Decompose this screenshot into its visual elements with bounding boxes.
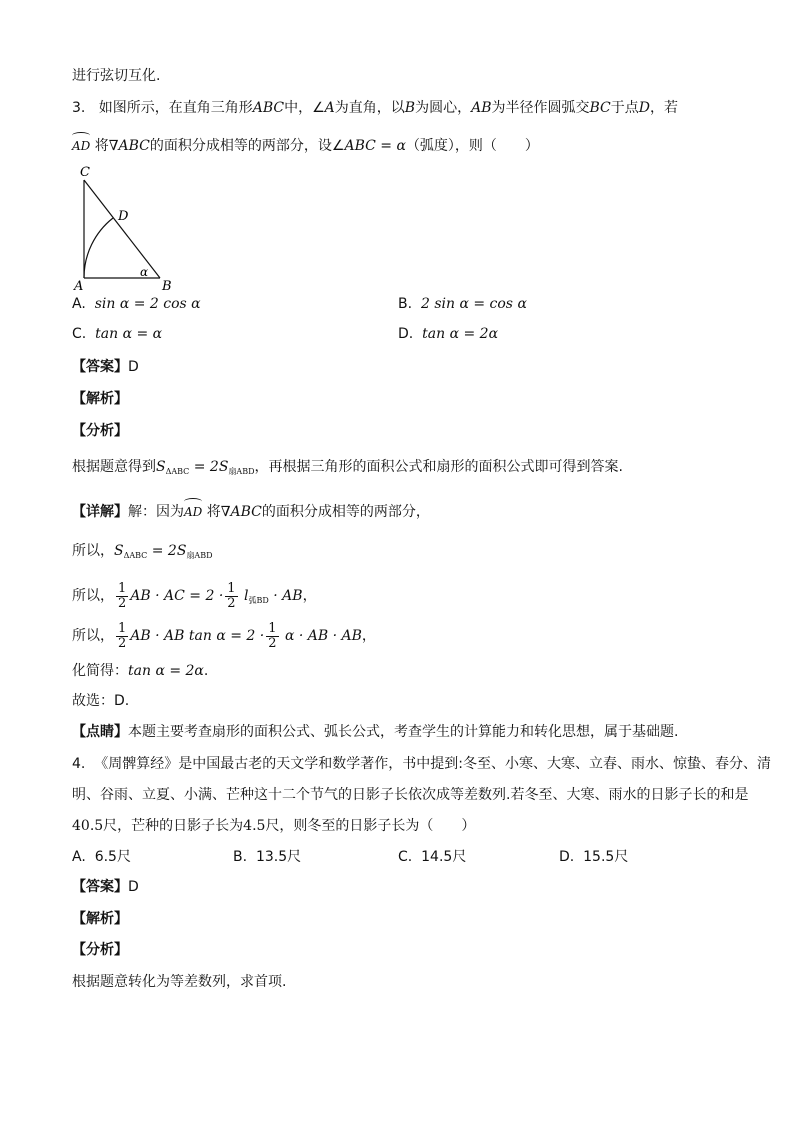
fraction-half: $\frac{1}{2}$ xyxy=(118,580,127,611)
q4-stem-line2: 明、谷雨、立夏、小满、芒种这十二个节气的日影子长依次成等差数列.若冬至、大寒、雨水的日影子长的和是 xyxy=(72,787,749,803)
label-a: A xyxy=(74,279,84,292)
q3-number: 3. xyxy=(72,100,86,116)
triangle-figure xyxy=(72,160,182,292)
q3-fenxi-heading: 【分析】 xyxy=(72,423,128,439)
label-alpha: α xyxy=(140,265,149,279)
q4-answer: 【答案】D xyxy=(72,879,139,895)
q3-option-c[interactable]: C. tan α = α xyxy=(72,326,163,342)
q3-option-b[interactable]: B. 2 sin α = cos α xyxy=(398,296,527,312)
arc-ad-symbol-2: AD xyxy=(184,500,202,522)
q4-analysis-heading: 【解析】 xyxy=(72,911,128,927)
q3-step3: 所以， $\frac{1}{2}$ AB · AB tan α = 2 · $\frac{1}{2}$ α · AB · AB， xyxy=(72,620,376,651)
arc-ad xyxy=(84,218,113,278)
q3-answer: 【答案】D xyxy=(72,359,139,375)
q3-option-d[interactable]: D. tan α = 2α xyxy=(398,326,499,342)
fraction-half: $\frac{1}{2}$ xyxy=(118,620,127,651)
q3-choose: 故选：D. xyxy=(72,693,130,709)
fraction-half: $\frac{1}{2}$ xyxy=(227,580,236,611)
side-cb xyxy=(84,180,160,278)
q4-option-d[interactable]: D. 15.5尺 xyxy=(559,849,629,865)
q4-option-c[interactable]: C. 14.5尺 xyxy=(398,849,467,865)
q3-dianjing: 【点睛】本题主要考查扇形的面积公式、弧长公式，考查学生的计算能力和转化思想，属于基础题. xyxy=(72,724,679,740)
q4-number: 4. xyxy=(72,756,86,772)
q4-stem-line3: 40.5尺，芒种的日影子长为4.5尺，则冬至的日影子长为（ ） xyxy=(72,818,476,834)
q3-fenxi-text: 根据题意得到$S_{\Delta ABC} = 2S_{扇ABD}$，再根据三角形的面积公式和扇形的面积公式即可得到答案. xyxy=(72,459,623,476)
arc-ad-symbol: AD xyxy=(72,134,90,156)
q3-stem-line1: 3. 如图所示，在直角三角形ABC中，∠A为直角，以B为圆心，AB为半径作圆弧交BC于点D，若 xyxy=(72,100,678,116)
q4-option-a[interactable]: A. 6.5尺 xyxy=(72,849,131,865)
q3-detail-line1: 【详解】解：因为AD 将∇ABC的面积分成相等的两部分， xyxy=(72,500,430,522)
q3-stem-line2: AD 将∇ABC的面积分成相等的两部分，设∠ABC = α（弧度），则（ ） xyxy=(72,134,539,156)
q3-analysis-heading: 【解析】 xyxy=(72,391,128,407)
q3-simplify: 化简得：tan α = 2α. xyxy=(72,663,209,679)
q3-step1: 所以，$S_{\Delta ABC} = 2S_{扇ABD}$ xyxy=(72,543,213,560)
prev-solution-tail: 进行弦切互化. xyxy=(72,68,161,84)
label-b: B xyxy=(162,279,172,292)
label-d: D xyxy=(118,209,129,224)
q3-step2: 所以， $\frac{1}{2}$ AB · AC = 2 · $\frac{1}{2}$ $l_{弧BD}$ · AB， xyxy=(72,580,317,611)
q4-stem-line1: 4. 《周髀算经》是中国最古老的天文学和数学著作，书中提到:冬至、小寒、大寒、立春、雨水、惊蛰、春分、清 xyxy=(72,756,771,772)
fraction-half: $\frac{1}{2}$ xyxy=(268,620,277,651)
label-c: C xyxy=(80,165,90,180)
q4-fenxi-text: 根据题意转化为等差数列，求首项. xyxy=(72,974,287,990)
q4-fenxi-heading: 【分析】 xyxy=(72,942,128,958)
q4-option-b[interactable]: B. 13.5尺 xyxy=(233,849,302,865)
q3-option-a[interactable]: A. sin α = 2 cos α xyxy=(72,296,201,312)
